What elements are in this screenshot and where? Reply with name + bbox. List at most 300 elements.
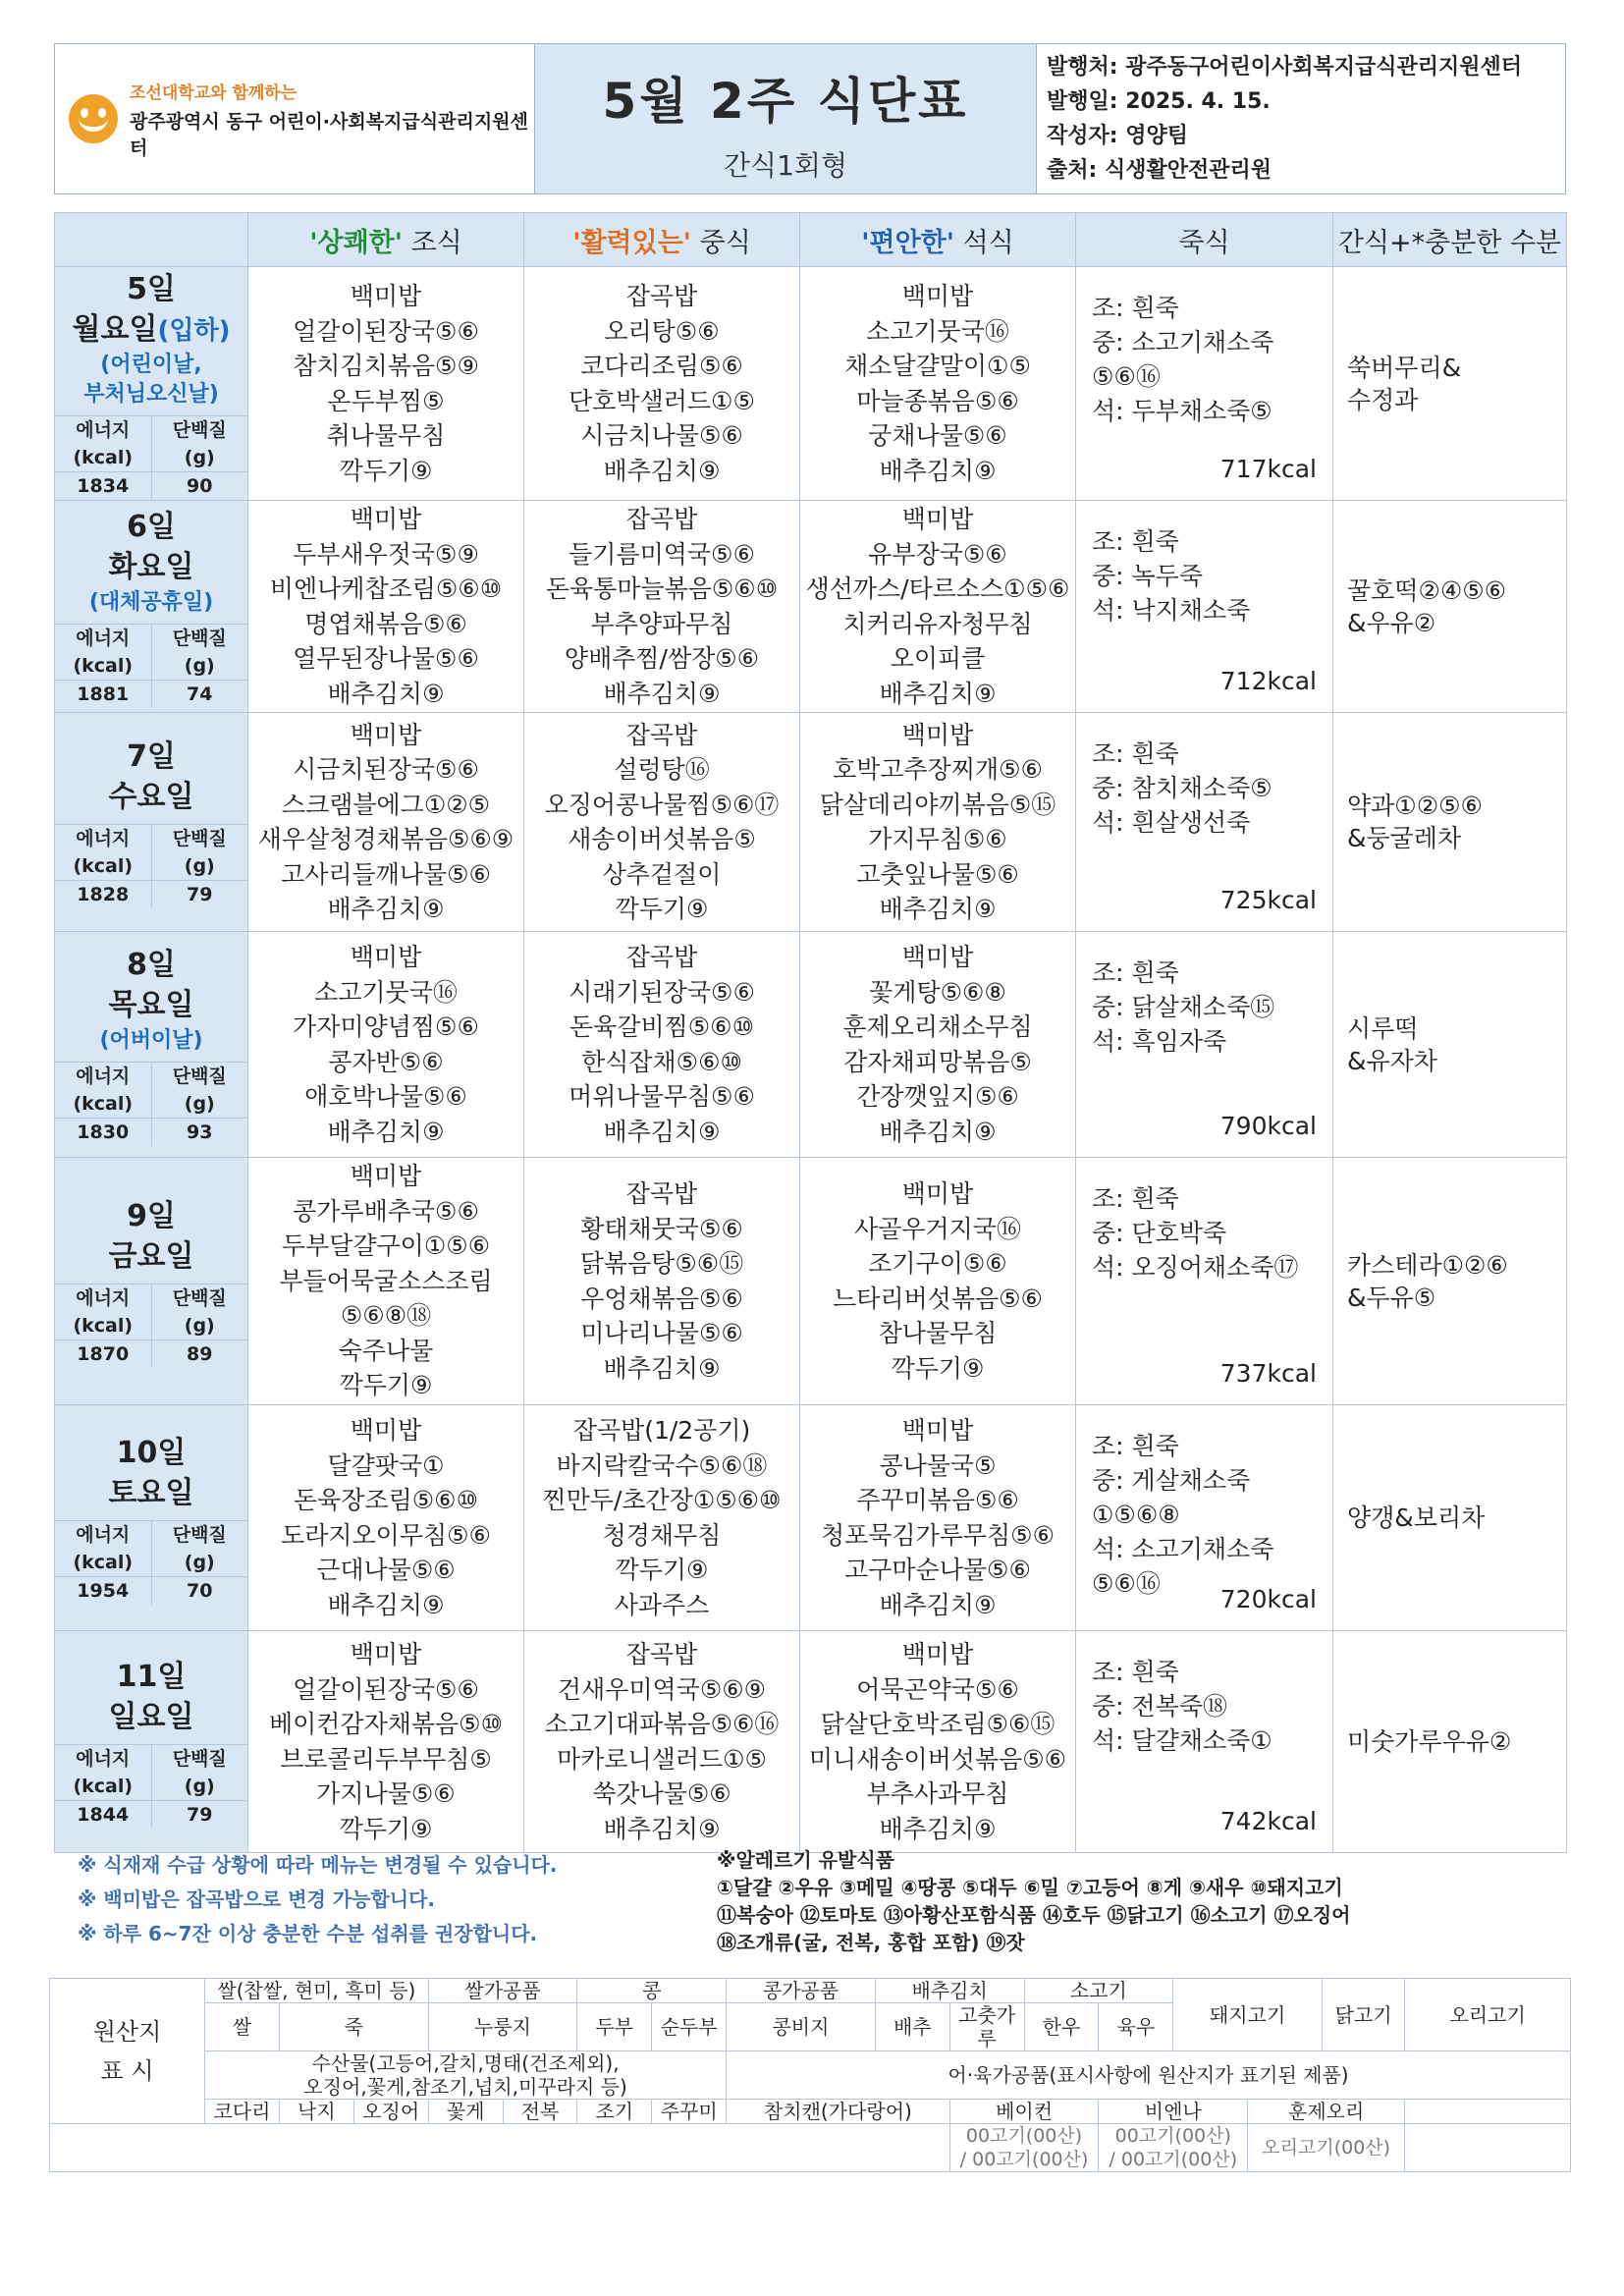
day-row (55, 501, 1567, 713)
menu-item: 감자채피망볶음⑤ (843, 1047, 1032, 1076)
menu-item: 주꾸미볶음⑤⑥ (856, 1486, 1019, 1514)
menu-item: 얼갈이된장국⑤⑥ (293, 1674, 479, 1704)
porridge-item: 석: 흰살생선죽 (1092, 808, 1251, 837)
protein-value: 93 (151, 1118, 247, 1146)
energy-value: 1844 (55, 1800, 151, 1829)
menu-item: 새우살청경채볶음⑤⑥⑨ (257, 825, 514, 853)
lunch-cell (524, 713, 800, 932)
menu-item: 백미밥 (901, 282, 974, 310)
menu-item: 한식잡채⑤⑥⑩ (581, 1047, 742, 1076)
porridge-cell (1076, 1405, 1333, 1631)
menu-item: 청포묵김가루무침⑤⑥ (820, 1520, 1056, 1550)
menu-item: 닭살데리야끼볶음⑤⑮ (819, 790, 1056, 819)
menu-item: 잡곡밥 (625, 282, 698, 310)
menu-item: 고춧잎나물⑤⑥ (856, 859, 1019, 889)
menu-item: 근대나물⑤⑥ (316, 1556, 456, 1584)
logo-area (55, 44, 534, 193)
porridge-cell (1076, 267, 1333, 501)
menu-item: 코다리조림⑤⑥ (580, 352, 743, 380)
menu-item: 간장깻잎지⑤⑥ (856, 1082, 1019, 1111)
menu-item: 잡곡밥 (625, 505, 698, 533)
menu-item: 온두부찜⑤ (327, 386, 445, 415)
origin-dubu: 두부 (577, 2003, 652, 2051)
menu-item: 어묵곤약국⑤⑥ (856, 1674, 1019, 1704)
origin-seafood-header: 수산물(고등어,갈치,명태(건조제외), 오징어,꽃게,참조기,넙치,미꾸라지 등) (205, 2051, 727, 2100)
menu-item: 명엽채볶음⑤⑥ (304, 609, 467, 638)
header-dinner: '편안한' 석식 (800, 213, 1076, 267)
menu-item: 유부장국⑤⑥ (868, 539, 1007, 569)
day-cell (55, 1158, 248, 1405)
energy-label: 에너지 (55, 1744, 151, 1773)
protein-value: 90 (151, 471, 247, 500)
menu-item: 애호박나물⑤⑥ (304, 1082, 467, 1111)
menu-item: 잡곡밥 (625, 943, 698, 971)
origin-hanwoo: 한우 (1024, 2003, 1099, 2051)
origin-rice-proc: 쌀가공품 (428, 1979, 577, 2003)
day-date: 10일 (116, 1435, 187, 1470)
menu-item: 배추김치⑨ (603, 1117, 721, 1146)
day-note: (대체공휴일) (88, 589, 214, 615)
day-date: 5일 (127, 271, 176, 306)
menu-item: 닭살단호박조림⑤⑥⑮ (820, 1710, 1056, 1738)
day-weekday: 금요일 (108, 1238, 194, 1274)
porridge-cell (1076, 932, 1333, 1158)
menu-item: 부추사과무침 (866, 1779, 1009, 1808)
protein-unit: (g) (184, 446, 215, 468)
day-row (55, 1631, 1567, 1853)
origin-bean: 콩 (577, 1979, 727, 2003)
origin-chamchi: 참치캔(가다랑어) (727, 2100, 950, 2124)
porridge-cell (1076, 1631, 1333, 1853)
kcal-value: 737kcal (1219, 1359, 1317, 1388)
energy-label: 에너지 (55, 1520, 151, 1549)
energy-unit: (kcal) (55, 1549, 151, 1577)
kcal-value: 725kcal (1219, 886, 1317, 914)
menu-item: 소고기뭇국⑯ (314, 977, 458, 1007)
day-weekday: 목요일 (108, 987, 194, 1022)
menu-item: 깍두기⑨ (615, 895, 709, 923)
day-cell (55, 1631, 248, 1853)
menu-item: 시래기된장국⑤⑥ (568, 977, 755, 1007)
menu-item: 배추김치⑨ (603, 456, 721, 485)
origin-kkotge: 꽃게 (428, 2100, 503, 2124)
menu-item: 황태채뭇국⑤⑥ (580, 1214, 743, 1243)
menu-item: 설렁탕⑯ (614, 755, 710, 784)
menu-item: 배추김치⑨ (603, 1353, 721, 1383)
protein-unit: (g) (184, 1775, 215, 1797)
menu-item: 오이피클 (890, 644, 986, 673)
menu-item: 콩자반⑤⑥ (328, 1047, 444, 1076)
snack-cell: 꿀호떡②④⑤⑥ &우유② (1333, 501, 1567, 713)
origin-label: 원산지 표 시 (50, 1979, 205, 2124)
menu-item: 백미밥 (350, 943, 422, 971)
energy-label: 에너지 (55, 1062, 151, 1090)
menu-item: 돈육장조림⑤⑥⑩ (294, 1486, 478, 1514)
menu-item: 사골우거지국⑯ (854, 1214, 1021, 1243)
nutrition-box (55, 1284, 247, 1368)
lunch-cell (524, 1405, 800, 1631)
protein-unit: (g) (184, 654, 215, 677)
porridge-item: 중: 참치채소죽⑤ (1092, 774, 1272, 802)
menu-item: 참나물무침 (878, 1319, 998, 1347)
menu-item: 채소달걀말이①⑤ (844, 352, 1031, 380)
protein-unit: (g) (184, 855, 215, 877)
day-cell (55, 1405, 248, 1631)
energy-value: 1881 (55, 680, 151, 708)
menu-item: 잡곡밥 (625, 720, 698, 749)
origin-nakji: 낙지 (279, 2100, 353, 2124)
menu-item: 비엔나케찹조림⑤⑥⑩ (269, 574, 503, 603)
origin-kodari: 코다리 (205, 2100, 280, 2124)
menu-item: 배추김치⑨ (879, 456, 997, 485)
menu-item: 쑥갓나물⑤⑥ (592, 1779, 731, 1808)
origin-pork: 돼지고기 (1173, 1979, 1323, 2051)
menu-item: 두부새우젓국⑤⑨ (293, 539, 479, 569)
menu-item: 찐만두/초간장①⑤⑥⑩ (542, 1486, 782, 1514)
nutrition-box (55, 1520, 247, 1605)
menu-item: 단호박샐러드①⑤ (568, 386, 755, 415)
porridge-item: 조: 흰죽 (1092, 1432, 1179, 1460)
porridge-item: 조: 흰죽 (1092, 294, 1179, 322)
protein-label: 단백질 (151, 1520, 247, 1549)
day-note: (어린이날, 부처님오신날) (83, 352, 219, 407)
nutrition-box (55, 624, 247, 708)
note-item: ※ 식재재 수급 상황에 따라 메뉴는 변경될 수 있습니다. (78, 1853, 558, 1877)
protein-label: 단백질 (151, 825, 247, 853)
nutrition-box (55, 415, 247, 500)
origin-vienna: 비엔나 (1099, 2100, 1248, 2124)
dinner-cell (800, 1405, 1076, 1631)
energy-value: 1834 (55, 471, 151, 500)
kcal-value: 717kcal (1219, 455, 1317, 483)
title-area (534, 44, 1037, 193)
publisher: 발행처: 광주동구어린이사회복지급식관리지원센터 (1047, 55, 1523, 80)
protein-unit: (g) (184, 1092, 215, 1115)
breakfast-cell (248, 1405, 524, 1631)
origin-nurungji: 누룽지 (428, 2003, 577, 2051)
origin-ojingeo: 오징어 (353, 2100, 428, 2124)
menu-item: 참치김치볶음⑤⑨ (293, 352, 479, 380)
publication-info (1037, 44, 1565, 193)
day-note: (어버이날) (99, 1027, 203, 1053)
origin-kimchi: 배추김치 (875, 1979, 1024, 2003)
energy-unit: (kcal) (55, 1773, 151, 1801)
menu-item: 들기름미역국⑤⑥ (568, 539, 755, 569)
menu-item: 느타리버섯볶음⑤⑥ (833, 1284, 1043, 1313)
menu-item: 배추김치⑨ (327, 1590, 445, 1619)
day-date: 8일 (127, 947, 176, 982)
logo-slogan: 조선대학교와 함께하는 (130, 82, 298, 103)
protein-value: 70 (151, 1576, 247, 1605)
menu-item: 배추김치⑨ (879, 679, 997, 708)
notes (78, 1848, 686, 1951)
menu-item: 돈육통마늘볶음⑤⑥⑩ (545, 574, 779, 603)
day-row (55, 267, 1567, 501)
day-cell (55, 932, 248, 1158)
menu-item: 열무된장나물⑤⑥ (293, 644, 479, 673)
menu-item: 배추김치⑨ (603, 679, 721, 708)
menu-item: 콩가루배추국⑤⑥ (293, 1196, 479, 1226)
allergy-legend (717, 1846, 1561, 1956)
breakfast-cell (248, 1631, 524, 1853)
snack-cell: 카스테라①②⑥ &두유⑤ (1333, 1158, 1567, 1405)
menu-item: 잡곡밥(1/2공기) (572, 1416, 751, 1445)
day-cell (55, 267, 248, 501)
day-row (55, 932, 1567, 1158)
menu-item: 머위나물무침⑤⑥ (568, 1082, 755, 1111)
porridge-item: 중: 닭살채소죽⑮ (1092, 993, 1275, 1021)
menu-item: 상추겉절이 (602, 859, 722, 889)
day-date: 9일 (127, 1198, 176, 1233)
header (54, 43, 1566, 194)
menu-item: 얼갈이된장국⑤⑥ (293, 316, 479, 346)
header-breakfast: '상쾌한' 조식 (248, 213, 524, 267)
menu-item: 부추양파무침 (590, 609, 733, 638)
menu-item: 치커리유자청무침 (842, 609, 1033, 638)
porridge-item: 석: 낙지채소죽 (1092, 596, 1251, 625)
page-subtitle: 간식1회형 (723, 149, 847, 182)
menu-item: 깍두기⑨ (891, 1353, 985, 1383)
energy-label: 에너지 (55, 415, 151, 444)
origin-duck-value: 오리고기(00산) (1248, 2124, 1405, 2172)
energy-value: 1828 (55, 881, 151, 909)
porridge-item: 석: 달걀채소죽① (1092, 1726, 1272, 1755)
menu-item: 훈제오리채소무침 (842, 1012, 1033, 1041)
breakfast-cell (248, 713, 524, 932)
menu-item: 미나리나물⑤⑥ (580, 1319, 743, 1347)
menu-table (54, 212, 1567, 1853)
porridge-item: 중: 소고기채소죽⑤⑥⑯ (1092, 328, 1274, 391)
menu-item: 베이컨감자채볶음⑤⑩ (268, 1710, 504, 1738)
protein-label: 단백질 (151, 624, 247, 652)
origin-jogi: 조기 (577, 2100, 652, 2124)
dinner-cell (800, 267, 1076, 501)
menu-item: 소고기대파볶음⑤⑥⑯ (544, 1710, 780, 1738)
day-weekday: 월요일(입하) (72, 311, 231, 347)
day-weekday: 화요일 (108, 549, 194, 584)
origin-baechu: 배추 (875, 2003, 949, 2051)
menu-item: 취나물무침 (326, 421, 446, 450)
origin-blank (50, 2124, 950, 2172)
porridge-item: 중: 단호박죽 (1092, 1219, 1227, 1247)
protein-label: 단백질 (151, 415, 247, 444)
publish-date: 발행일: 2025. 4. 15. (1047, 89, 1271, 114)
snack-cell: 양갱&보리차 (1333, 1405, 1567, 1631)
menu-item: 고사리들깨나물⑤⑥ (281, 859, 491, 889)
origin-bean-proc: 콩가공품 (727, 1979, 876, 2003)
protein-value: 74 (151, 680, 247, 708)
energy-label: 에너지 (55, 825, 151, 853)
energy-unit: (kcal) (55, 1090, 151, 1119)
menu-item: 가자미양념찜⑤⑥ (293, 1012, 479, 1041)
day-weekday: 토요일 (108, 1475, 194, 1510)
menu-item: 깍두기⑨ (339, 456, 433, 485)
menu-item: 배추김치⑨ (327, 1117, 445, 1146)
porridge-item: 석: 오징어채소죽⑰ (1092, 1253, 1299, 1282)
protein-value: 79 (151, 881, 247, 909)
origin-ssal: 쌀 (205, 2003, 280, 2051)
origin-table (49, 1978, 1571, 2172)
menu-item: 배추김치⑨ (879, 1814, 997, 1843)
allergy-line: ①달걀 ②우유 ③메밀 ④땅콩 ⑤대두 ⑥밀 ⑦고등어 ⑧게 ⑨새우 ⑩돼지고기 (717, 1876, 1343, 1899)
menu-item: 잡곡밥 (625, 1640, 698, 1668)
nutrition-box (55, 1744, 247, 1829)
header-lunch: '활력있는' 중식 (524, 213, 800, 267)
day-date: 6일 (127, 509, 176, 544)
allergy-line: ⑪복숭아 ⑫토마토 ⑬아황산포함식품 ⑭호두 ⑮닭고기 ⑯소고기 ⑰오징어 (717, 1903, 1351, 1927)
protein-unit: (g) (184, 1551, 215, 1573)
menu-item: 백미밥 (350, 720, 422, 749)
protein-label: 단백질 (151, 1744, 247, 1773)
menu-item: 배추김치⑨ (603, 1814, 721, 1843)
header-snack: 간식+*충분한 수분 (1333, 213, 1567, 267)
porridge-item: 조: 흰죽 (1092, 527, 1179, 556)
origin-rice: 쌀(찹쌀, 현미, 흑미 등) (205, 1979, 429, 2003)
porridge-item: 석: 두부채소죽⑤ (1092, 397, 1272, 425)
energy-unit: (kcal) (55, 652, 151, 681)
origin-blank (1405, 2124, 1571, 2172)
energy-value: 1870 (55, 1339, 151, 1368)
protein-label: 단백질 (151, 1284, 247, 1312)
note-item: ※ 백미밥은 잡곡밥으로 변경 가능합니다. (78, 1887, 436, 1911)
menu-item: 숙주나물 (338, 1336, 434, 1365)
menu-item: 달걀팟국① (327, 1450, 445, 1480)
porridge-cell (1076, 501, 1333, 713)
origin-jukkumi: 주꾸미 (652, 2100, 727, 2124)
porridge-cell (1076, 713, 1333, 932)
breakfast-cell (248, 932, 524, 1158)
menu-item: 조기구이⑤⑥ (868, 1249, 1007, 1278)
day-row (55, 713, 1567, 932)
menu-item: 청경채무침 (602, 1520, 722, 1550)
menu-item: 배추김치⑨ (879, 895, 997, 923)
menu-item: 호박고추장찌개⑤⑥ (833, 755, 1043, 784)
menu-item: 배추김치⑨ (327, 895, 445, 923)
smiley-logo-icon (69, 94, 118, 143)
porridge-item: 조: 흰죽 (1092, 739, 1179, 768)
day-row (55, 1405, 1567, 1631)
menu-item: 오리탕⑤⑥ (604, 316, 720, 346)
menu-item: 백미밥 (350, 505, 422, 533)
menu-item: 꽃게탕⑤⑥⑧ (869, 977, 1006, 1007)
menu-item: 백미밥 (901, 1179, 974, 1208)
dinner-cell (800, 713, 1076, 932)
lunch-cell (524, 1631, 800, 1853)
dinner-cell (800, 1158, 1076, 1405)
menu-item: 새송이버섯볶음⑤ (568, 825, 756, 853)
menu-item: 깍두기⑨ (615, 1556, 709, 1584)
dinner-cell (800, 1631, 1076, 1853)
page-title: 5월 2주 식단표 (602, 73, 969, 130)
logo-org-name: 광주광역시 동구 어린이·사회복지급식관리지원센터 (130, 110, 528, 159)
origin-chicken: 닭고기 (1322, 1979, 1404, 2051)
menu-item: 마늘종볶음⑤⑥ (856, 386, 1019, 415)
breakfast-cell (248, 1158, 524, 1405)
menu-item: 우엉채볶음⑤⑥ (580, 1284, 743, 1313)
menu-item: ⑤⑥⑧⑱ (340, 1301, 432, 1331)
breakfast-cell (248, 267, 524, 501)
dinner-cell (800, 932, 1076, 1158)
day-row (55, 1158, 1567, 1405)
kcal-value: 712kcal (1219, 667, 1317, 695)
menu-item: 브로콜리두부무침⑤ (280, 1744, 492, 1774)
nutrition-box (55, 824, 247, 908)
menu-item: 고구마순나물⑤⑥ (844, 1556, 1031, 1584)
origin-kongbiji: 콩비지 (727, 2003, 876, 2051)
menu-item: 배추김치⑨ (879, 1590, 997, 1619)
lunch-cell (524, 932, 800, 1158)
source: 출처: 식생활안전관리원 (1047, 158, 1272, 183)
menu-item: 백미밥 (901, 943, 974, 971)
menu-page (54, 43, 1566, 2170)
origin-gochu: 고춧가루 (949, 2003, 1024, 2051)
snack-cell: 약과①②⑤⑥ &둥굴레차 (1333, 713, 1567, 932)
day-date: 7일 (127, 739, 176, 774)
origin-sundubu: 순두부 (652, 2003, 727, 2051)
origin-duck: 오리고기 (1405, 1979, 1571, 2051)
menu-item: 깍두기⑨ (339, 1371, 433, 1400)
protein-unit: (g) (184, 1314, 215, 1337)
day-cell (55, 501, 248, 713)
porridge-item: 석: 흑임자죽 (1092, 1027, 1227, 1056)
menu-item: 백미밥 (901, 505, 974, 533)
allergy-line: ⑱조개류(굴, 전복, 홍합 포함) ⑲잣 (717, 1931, 1025, 1954)
snack-cell: 미숫가루우유② (1333, 1631, 1567, 1853)
menu-item: 백미밥 (901, 720, 974, 749)
energy-label: 에너지 (55, 1284, 151, 1312)
menu-item: 백미밥 (901, 1416, 974, 1445)
menu-item: 오징어콩나물찜⑤⑥⑰ (544, 790, 780, 819)
day-date: 11일 (116, 1659, 187, 1694)
porridge-item: 조: 흰죽 (1092, 958, 1179, 987)
menu-item: 백미밥 (901, 1640, 974, 1668)
energy-unit: (kcal) (55, 852, 151, 881)
menu-item: 마카로니샐러드①⑤ (557, 1744, 767, 1774)
menu-item: 부들어묵굴소스조림 (279, 1266, 493, 1295)
porridge-item: 중: 녹두죽 (1092, 562, 1203, 590)
breakfast-cell (248, 501, 524, 713)
porridge-item: 석: 소고기채소죽⑤⑥⑯ (1092, 1535, 1274, 1598)
porridge-cell (1076, 1158, 1333, 1405)
menu-item: 백미밥 (350, 1162, 422, 1191)
menu-item: 잡곡밥 (625, 1179, 698, 1208)
origin-duck-smoked: 훈제오리 (1248, 2100, 1405, 2124)
origin-juk: 죽 (279, 2003, 428, 2051)
porridge-item: 조: 흰죽 (1092, 1184, 1179, 1213)
day-cell (55, 713, 248, 932)
menu-item: 돈육갈비찜⑤⑥⑩ (569, 1012, 754, 1041)
menu-item: 백미밥 (350, 1416, 422, 1445)
lunch-cell (524, 267, 800, 501)
allergy-title: ※알레르기 유발식품 (717, 1848, 894, 1872)
note-item: ※ 하루 6~7잔 이상 충분한 수분 섭취를 권장합니다. (78, 1922, 538, 1945)
porridge-item: 조: 흰죽 (1092, 1658, 1179, 1686)
origin-yukwoo: 육우 (1099, 2003, 1173, 2051)
origin-bacon: 베이컨 (949, 2100, 1099, 2124)
origin-meat-proc-header: 어·육가공품(표시사항에 원산지가 표기된 제품) (727, 2051, 1571, 2100)
menu-item: 스크램블에그①②⑤ (281, 790, 491, 819)
kcal-value: 720kcal (1219, 1585, 1317, 1613)
menu-item: 두부달걀구이①⑤⑥ (281, 1231, 491, 1261)
energy-unit: (kcal) (55, 1312, 151, 1340)
menu-item: 닭볶음탕⑤⑥⑮ (579, 1249, 744, 1278)
dinner-cell (800, 501, 1076, 713)
menu-item: 배추김치⑨ (327, 679, 445, 708)
menu-item: 생선까스/타르소스①⑤⑥ (805, 574, 1070, 603)
menu-item: 배추김치⑨ (879, 1117, 997, 1146)
origin-vienna-value: 00고기(00산) / 00고기(00산) (1099, 2124, 1248, 2172)
corner-header (55, 213, 248, 267)
